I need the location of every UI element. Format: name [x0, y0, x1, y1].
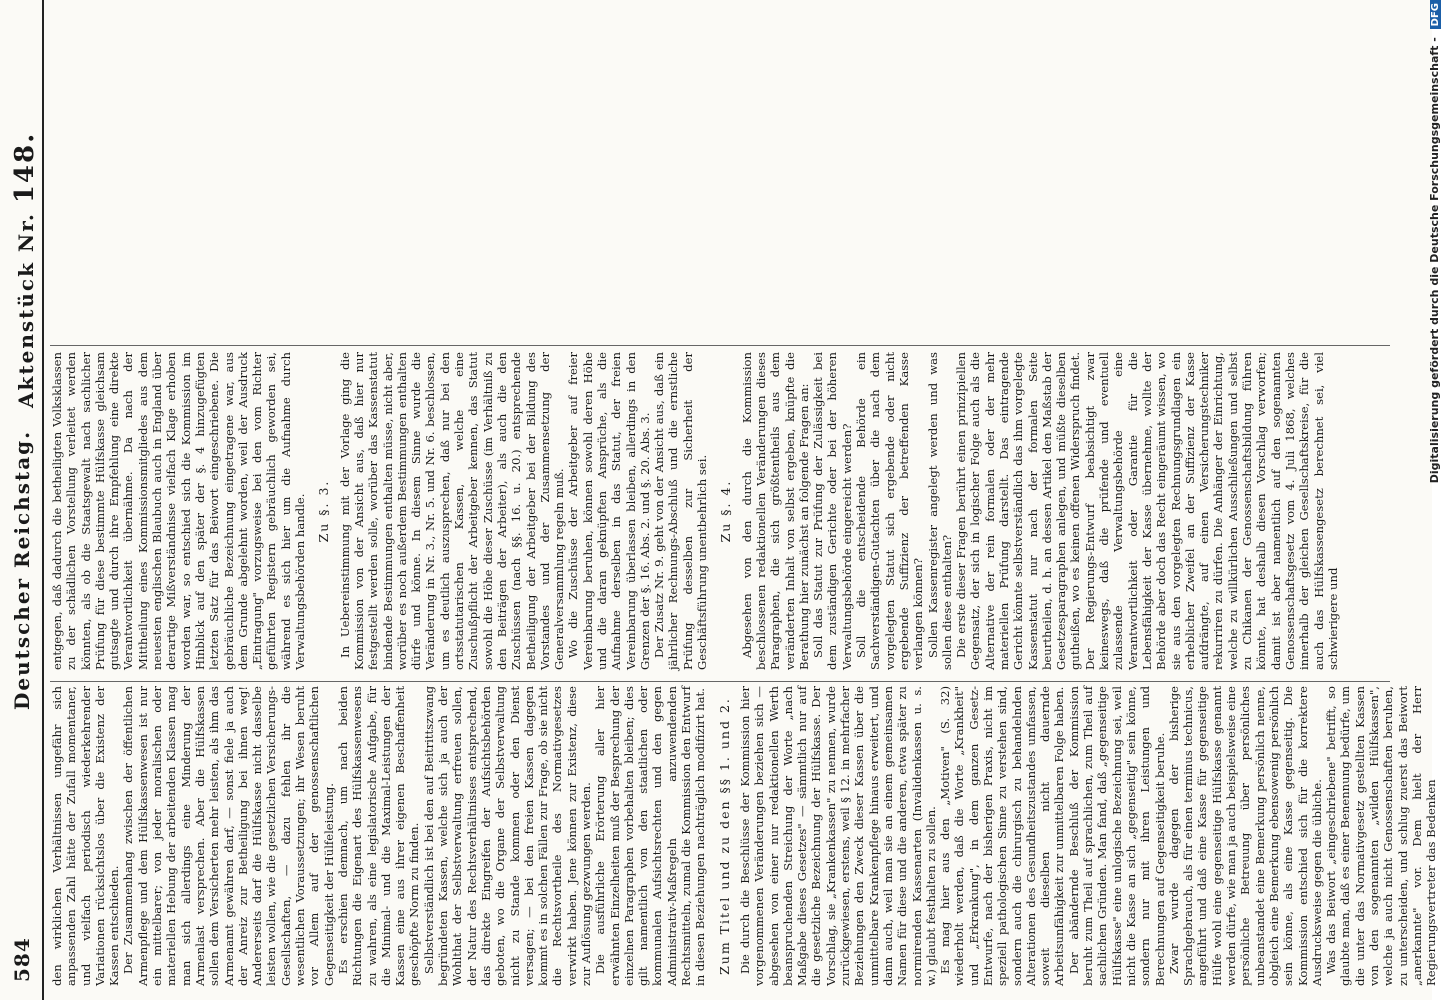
paragraph: Selbstverständlich ist bei den auf Beitrittszwang begründeten Kassen, welche sich ja auch der Wohlthat der Selbstverwaltung erfreuen sollen, der Natur des Rechtsverhältnisses entsprechend, das direkte Eingreifen der Aufsichtsbehörden geboten, wo die Organe der Selbstverwaltung nicht zu Stande kommen oder den Dienst versagen; — bei den freien Kassen dagegen kommt es in solchen Fällen zur Frage, ob sie nicht die Rechtsvortheile des Normativgesetzes verwirkt haben. Jene können zur Existenz, diese zur Auflösung gezwungen werden.	[421, 686, 593, 986]
paragraph: Wo die Zuschüsse der Arbeitgeber auf freier Vereinbarung beruhen, können sowohl deren Höhe und die daran geknüpften Ansprüche, als die Aufnahme derselben in das Statut, der freien Vereinbarung überlassen bleiben, allerdings in den Grenzen der §. 16. Abs. 2. und §. 20. Abs. 3.	[566, 352, 652, 670]
column-divider	[50, 345, 1390, 346]
paragraph: Es mag hier aus den „Motiven" (S. 32) wiederholt werden, daß die Worte „Krankheit" und „Erkrankung", in dem ganzen Gesetz-Entwurfe, nach der bisherigen Praxis, nicht im speziell pathologischen Sinne zu verstehen sind, sondern auch die chirurgisch zu behandelnden Alterationen des Gesundheitszustandes umfassen, soweit dieselben nicht dauernde Arbeitsunfähigkeit zur unmittelbaren Folge haben.	[938, 686, 1067, 986]
paragraph: Soll das Statut zur Prüfung der Zulässigkeit bei dem zuständigen Gerichte oder bei der höheren Verwaltungsbehörde eingereicht werden?	[811, 352, 854, 670]
digitization-credit	[1406, 0, 1441, 1000]
paragraph: Der Zusammenhang zwischen der öffentlichen Armenpflege und dem Hülfskassenwesen ist nur ein mittelbarer; von jeder moralischen oder materiellen Hebung der arbeitenden Klassen mag man sich allerdings eine Minderung der Armenlast versprechen. Aber die Hülfskassen sollen dem Versicherten mehr leisten, als ihm das Armenamt gewähren darf, — sonst fiele ja auch der Anreiz zur Betheiligung bei ihnen weg! Andererseits darf die Hülfskasse nicht dasselbe leisten wollen, wie die gesetzlichen Versicherungs-Gesellschaften, — dazu fehlen ihr die wesentlichen Voraussetzungen; ihr Wesen beruht vor Allem auf der genossenschaftlichen Gegenseitigkeit der Hülfeleistung.	[121, 686, 336, 986]
running-title: Deutscher Reichstag.	[10, 429, 34, 710]
paragraph: Die erste dieser Fragen berührt einen prinzipiellen Gegensatz, der sich in logischer Folge auch als die Alternative der rein formalen oder der mehr materiellen Prüfung darstellt. Das eintragende Gericht könnte selbstverständlich das ihm vorgelegte Kassenstatut nur nach der formalen Seite beurtheilen, d. h. an dessen Artikel den Maßstab der Gesetzesparagraphen anlegen, und müßte dieselben gutheißen, wo es keinen offenen Widerspruch findet. Der Regierungs-Entwurf beabsichtigt zwar keineswegs, daß die prüfende und eventuell zulassende Verwaltungsbehörde eine Verantwortlichkeit oder Garantie für die Lebensfähigkeit der Kasse übernehme, wollte der Behörde aber doch das Recht eingeräumt wissen, wo sie aus den vorgelegten Rechnungsgrundlagen ein erheblicher Zweifel an der Suffizienz der Kasse aufdrängte, auf einen Versicherungstechniker rekurriren zu dürfen. Die Anhänger der Einrichtung, welche zu willkürlichen Ausschließungen und selbst zu Chikanen der Genossenschaftsbildung führen könnte, hat deshalb diesen Vorschlag verworfen; damit ist aber namentlich auf den sogenannten Genossenschaftsgesetz vom 4. Juli 1868, welches innerhalb der gleichen Gesellschaftskreise, für die auch das Hülfskassengesetz berechnet sei, viel schwierigere und	[954, 352, 1340, 670]
section-heading: Zu §. 4.	[718, 479, 734, 543]
paragraph: Soll die entscheidende Behörde ein Sachverständigen-Gutachten über die nach dem vorgelegten Statut sich ergebende oder nicht ergebende Suffizienz der betreffenden Kasse verlangen können?	[854, 352, 926, 670]
column-divider	[50, 681, 1390, 682]
paragraph: Die ausführliche Erörterung aller hier erwähnten Einzelheiten muß der Besprechung der einzelnen Paragraphen vorbehalten bleiben; dies gilt namentlich von den staatlichen oder kommunalen Aufsichtsrechten und den gegen Administrativ-Maßregeln anzuwendenden Rechtsmitteln, zumal die Kommission den Entwurf in diesen Beziehungen nachträglich modifizirt hat.	[593, 686, 708, 986]
paragraph: Die durch die Beschlüsse der Kommission hier vorgenommenen Veränderungen beziehen sich — abgesehen von einer nur redaktionellen Werth beanspruchenden Streichung der Worte „nach Maßgabe dieses Gesetzes" — sämmtlich nur auf die gesetzliche Bezeichnung der Hülfskasse. Der Vorschlag, sie „Krankenkassen" zu nennen, wurde zurückgewiesen, erstens, weil § 12. in mehrfacher Beziehungen den Zweck dieser Kassen über die unmittelbare Krankenpflege hinaus erweitert, und dann auch, weil man sie an einem gemeinsamen Namen für diese und die anderen, etwa später zu normirenden Kassenarten (Invalidenkassen u. s. w.) glaubt festhalten zu sollen.	[737, 686, 938, 986]
paragraph: Zwar wurde dagegen der bisherige Sprachgebrauch, als für einen terminus technicus, angeführt und daß eine Kasse für gegenseitige Hülfe wohl eine gegenseitige Hülfskasse genannt werden dürfe, wie man ja auch beispielsweise eine persönliche Betreuung über persönliches unbeanstandet eine Bemerkung persönlich nenne, obgleich eine Bemerkung ebensowenig persönlich sein könne, als eine Kasse gegenseitig. Die Kommission entschied sich für die korrektere Ausdrucksweise gegen die übliche.	[1166, 686, 1324, 986]
document-number: 148.	[10, 131, 40, 204]
paragraph: Der abändernde Beschluß der Kommission beruht zum Theil auf sprachlichen, zum Theil auf sachlichen Gründen. Man fand, daß „gegenseitige Hülfskasse" eine unlogische Bezeichnung sei, weil nicht die Kasse an sich „gegenseitig" sein könne, sondern nur mit ihren Leistungen und Berechnungen auf Gegenseitigkeit beruhe.	[1066, 686, 1167, 986]
document-label	[10, 132, 40, 408]
dfg-logo: DFG	[1430, 0, 1441, 29]
paragraph: den wirklichen Verhältnissen ungefähr sich anpassenden Zahl hätte der Zufall momentaner, und vielfach periodisch wiederkehrender Variationen rücksichtslos über die Existenz der Kassen entschieden.	[50, 686, 122, 986]
paragraph: In Uebereinstimmung mit der Vorlage ging die Kommission von der Ansicht aus, daß hier nur festgestellt werden solle, worüber das Kassenstatut bindende Bestimmungen enthalten müsse, nicht aber, worüber es noch außerdem Bestimmungen enthalten dürfe und könne. In diesem Sinne wurde die Veränderung in Nr. 3., Nr. 5. und Nr. 6. beschlossen, um es deutlich auszusprechen, daß nur bei den ortsstatutarischen Kassen, welche eine Zuschußpflicht der Arbeitgeber kennen, das Statut sowohl die Höhe dieser Zuschüsse (im Verhältniß zu den Beiträgen der Arbeiter), als auch die den Zuschüssen (nach §§. 16. u. 20.) entsprechende Betheiligung der Arbeitgeber bei der Bildung des Vorstandes und der Zusammensetzung der Generalversammlung regeln muß.	[337, 352, 567, 670]
paragraph: Abgesehen von den durch die Kommission beschlossenen redaktionellen Veränderungen dieses Paragraphen, die sich größtentheils aus dem veränderten Inhalt von selbst ergeben, knüpfte die Berathung hier zunächst an folgende Fragen an:	[739, 352, 811, 670]
text-column-1	[50, 686, 1439, 986]
text-column-3	[50, 14, 1390, 336]
page-number: 584	[10, 937, 34, 982]
section-heading: Zum Titel und zu den §§ 1. und 2.	[716, 697, 732, 975]
page-header	[8, 0, 44, 1000]
paragraph: Sollen Kassenregister angelegt werden und was sollen diese enthalten?	[925, 352, 954, 670]
paragraph: Was das Beiwort „eingeschriebene" betrifft, so glaubte man, daß es einer Benennung bedürfe, um die unter das Normativgesetz gestellten Kassen von den sogenannten „wilden Hülfskassen", welche ja auch nicht Genossenschaften beruhen, zu unterscheiden, und schlug zuerst das Beiwort „anerkannte" vor. Dem hielt der Herr Regierungsvertreter das Bedenken	[1324, 686, 1439, 986]
paragraph: Es erschien demnach, um nach beiden Richtungen die Eigenart des Hülfskassenwesens zu wahren, als eine legislatorische Aufgabe, für die Minimal- und die Maximal-Leistungen der Kassen eine aus ihrer eigenen Beschaffenheit geschöpfte Norm zu finden.	[335, 686, 422, 986]
paragraph: Der Zusatz Nr. 9. geht von der Ansicht aus, daß ein jährlicher Rechnungs-Abschluß und die ernstliche Prüfung desselben zur Sicherheit der Geschäftsführung unentbehrlich sei.	[652, 352, 710, 670]
paragraph: entgegen, daß dadurch die betheiligten Volksklassen zu der schädlichen Vorstellung verleitet werden könnten, als ob die Staatsgewalt nach sachlicher Prüfung für diese bestimmte Hülfskasse gleichsam gutsagte und durch ihre Empfehlung eine direkte Verantwortlichkeit übernähme. Da nach der Mittheilung eines Kommissionsmitgliedes aus dem neuesten englischen Blaubuch auch in England über derartige Mißverständnisse vielfach Klage erhoben worden war, so entschied sich die Kommission im Hinblick auf den später der §. 4 hinzugefügten letzten Satz für das Beiwort eingeschriebene. Die gebräuchliche Bezeichnung eingetragene war, aus dem Grunde abgelehnt worden, weil der Ausdruck „Eintragung" vorzugsweise bei den vom Richter geführten Registern gebräuchlich geworden sei, während es sich hier um die Aufnahme durch Verwaltungsbehörden handle.	[50, 352, 308, 670]
credit-text: Digitalisierung gefördert durch die Deutsche Forschungsgemeinschaft -	[1428, 37, 1441, 484]
section-heading: Zu §. 3.	[316, 479, 332, 543]
document-label-text: Aktenstück Nr.	[14, 212, 38, 408]
text-column-2	[50, 352, 1390, 670]
